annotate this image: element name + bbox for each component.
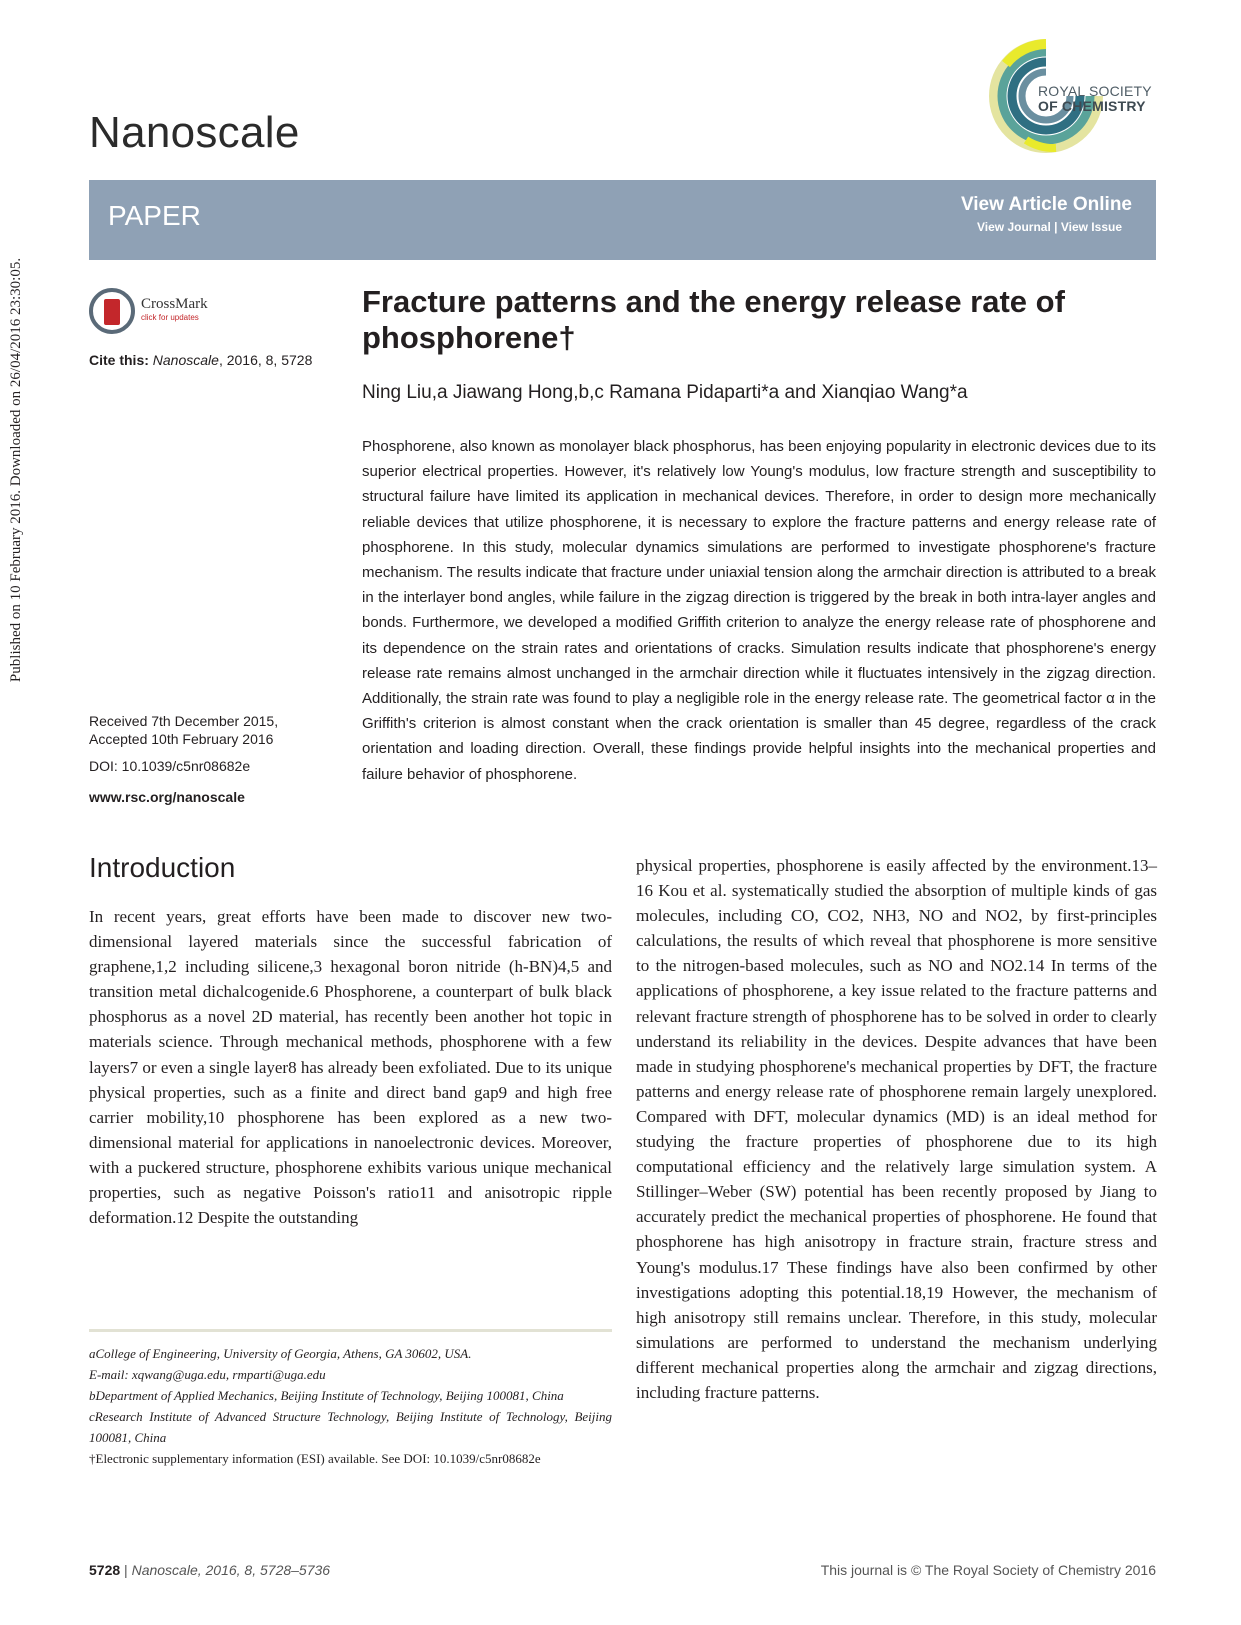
view-issue-link[interactable]: View Issue — [1060, 220, 1122, 234]
journal-url[interactable]: www.rsc.org/nanoscale — [89, 789, 245, 805]
crossmark-label: CrossMark — [141, 296, 208, 312]
abstract: Phosphorene, also known as monolayer black phosphorus, has been enjoying popularity in electronic devices due to its superior electrical properties. However, it's relatively low Young's modulus, low fracture strength and susceptibility to structural failure have limited its application in mechanical devices. Therefore, in order to design more mechanically reliable devices that utilize phosphorene, it is necessary to explore the fracture patterns and energy release rate of phosphorene. In this study, molecular dynamics simulations are performed to investigate phosphorene's fracture mechanism. The results indicate that fracture under uniaxial tension along the armchair direction is attributed to a break in the interlayer bond angles, while failure in the zigzag direction is triggered by the break in both intra-layer angles and bonds. Furthermore, we developed a modified Griffith criterion to analyze the energy release rate of phosphorene and its dependence on the strain rates and orientations of cracks. Simulation results indicate that phosphorene's energy release rate remains almost unchanged in the armchair direction while it fluctuates intensively in the zigzag direction. Additionally, the strain rate was found to play a negligible role in the energy release rate. The geometrical factor α in the Griffith's criterion is almost constant when the crack orientation is smaller than 45 degree, regardless of the crack orientation and loading direction. Overall, these findings provide helpful insights into the mechanical properties and failure behavior of phosphorene. — [362, 438, 1156, 783]
view-article-online-link[interactable]: View Article Online — [960, 194, 1132, 215]
crossmark-badge[interactable] — [89, 288, 208, 334]
author-list: Ning Liu,a Jiawang Hong,b,c Ramana Pidaparti*a and Xianqiao Wang*a — [362, 382, 968, 403]
footer-citation: Nanoscale, 2016, 8, 5728–5736 — [131, 1562, 331, 1578]
logo-line-1: ROYAL SOCIETY — [1038, 83, 1152, 99]
dates — [89, 712, 278, 748]
footnotes — [89, 1343, 612, 1469]
article-title: Fracture patterns and the energy release rate of phosphorene† — [362, 284, 1065, 355]
body-column-left: In recent years, great efforts have been made to discover new two-dimensional layered materials since the successful fabrication of graphene,1,2 including silicene,3 hexagonal boron nitride (h-BN)4,5 and transition metal dichalcogenide.6 Phosphorene, a counterpart of bulk black phosphorus as a novel 2D material, has recently been another hot topic in materials science. Through mechanical methods, phosphorene with a few layers7 or even a single layer8 has already been exfoliated. Due to its unique physical properties, such as a finite and direct band gap9 and high free carrier mobility,10 phosphorene has been explored as a new two-dimensional material for applications in nanoelectronic devices. Moreover, with a puckered structure, phosphorene exhibits various unique mechanical properties, such as negative Poisson's ratio11 and anisotropic ripple deformation.12 Despite the outstanding — [89, 907, 612, 1228]
cite-details: , 2016, 8, 5728 — [218, 352, 313, 368]
body-column-right: physical properties, phosphorene is easily affected by the environment.13–16 Kou et al. systematically studied the absorption of multiple kinds of gas molecules, including CO, CO2, NH3, NO and NO2, by first-principles calculations, the results of which reveal that phosphorene is more sensitive to the nitrogen-based molecules, such as NO and NO2.14 In terms of the applications of phosphorene, a key issue related to the fracture patterns and relevant fracture strength of phosphorene has to be solved in order to clearly understand its reliability in the devices. Despite advances that have been made in studying phosphorene's mechanical properties by DFT, the fracture patterns and energy release rate of phosphorene remain largely unexplored. Compared with DFT, molecular dynamics (MD) is an ideal method for studying the fracture properties of phosphorene due to its high computational efficiency and the relatively large simulation system. A Stillinger–Weber (SW) potential has been recently proposed by Jiang to accurately predict the mechanical properties of phosphorene. He found that phosphorene has high anisotropy in fracture strain, fracture stress and Young's modulus.17 These findings have also been confirmed by other investigations adopting this potential.18,19 However, the mechanism of high anisotropy still remains unclear. Therefore, in this study, molecular simulations are performed to understand the mechanism underlying different mechanical properties along the armchair and zigzag directions, including fracture patterns. — [636, 856, 1157, 1402]
link-separator: | — [1054, 220, 1058, 234]
accepted-date: Accepted 10th February 2016 — [89, 731, 274, 747]
footnote-email: E-mail: xqwang@uga.edu, rmparti@uga.edu — [89, 1367, 326, 1382]
received-date: Received 7th December 2015, — [89, 713, 279, 729]
crossmark-icon — [89, 288, 135, 334]
journal-name: Nanoscale — [89, 108, 300, 157]
copyright-notice: This journal is © The Royal Society of Chemistry 2016 — [820, 1562, 1156, 1578]
publication-side-note: Published on 10 February 2016. Downloaded on 26/04/2016 23:30:05. — [8, 257, 24, 683]
crossmark-sub: click for updates — [141, 313, 199, 322]
cite-label: Cite this: — [89, 352, 149, 368]
footer-separator: | — [124, 1562, 128, 1578]
view-journal-link[interactable]: View Journal — [976, 220, 1051, 234]
article-banner — [89, 180, 1156, 260]
footnote-esi: †Electronic supplementary information (ESI) available. See DOI: 10.1039/c5nr08682e — [89, 1451, 541, 1466]
footnote-affiliation-a: aCollege of Engineering, University of Georgia, Athens, GA 30602, USA. — [89, 1346, 472, 1361]
footnote-divider — [89, 1329, 612, 1332]
section-heading: Introduction — [89, 852, 236, 883]
rsc-logo[interactable] — [986, 36, 1156, 156]
cite-line — [89, 352, 312, 368]
page-footer-left — [89, 1562, 330, 1578]
footnote-affiliation-b: bDepartment of Applied Mechanics, Beijing Institute of Technology, Beijing 100081, China — [89, 1388, 564, 1403]
footnote-affiliation-c: cResearch Institute of Advanced Structure Technology, Beijing Institute of Technology, Beijing 100081, China — [89, 1409, 612, 1445]
journal-issue-links — [977, 220, 1122, 234]
page-number: 5728 — [89, 1562, 121, 1578]
cite-journal: Nanoscale — [152, 352, 219, 368]
doi[interactable]: DOI: 10.1039/c5nr08682e — [89, 758, 251, 774]
logo-line-2: OF CHEMISTRY — [1038, 98, 1146, 114]
article-type: PAPER — [108, 200, 201, 231]
